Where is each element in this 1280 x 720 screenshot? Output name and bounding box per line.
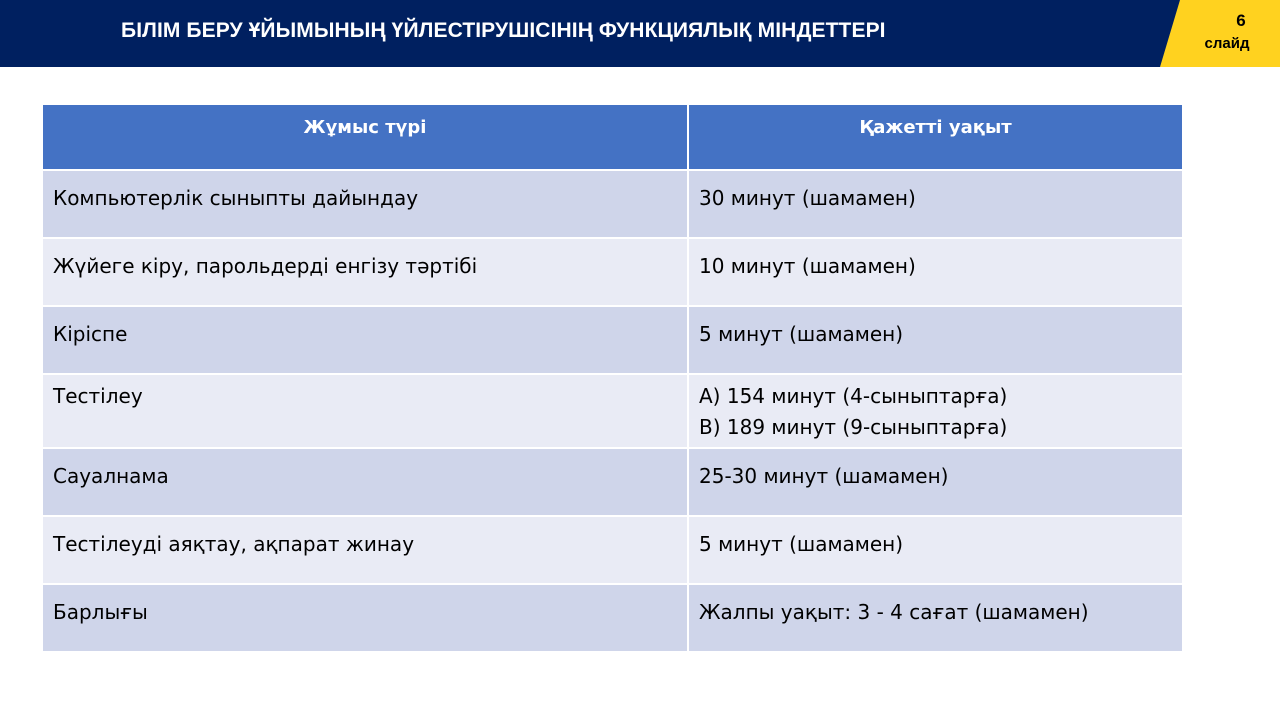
- required-time-cell: [688, 306, 1183, 374]
- table-row: [42, 448, 1183, 516]
- slide-header: [0, 0, 1280, 67]
- slide-label: слайд: [1204, 35, 1250, 52]
- time-line: 25-30 минут (шамамен): [699, 464, 949, 488]
- work-type-cell: Барлығы: [42, 584, 688, 652]
- work-type-cell: Кіріспе: [42, 306, 688, 374]
- required-time-cell: [688, 448, 1183, 516]
- slide-title: БІЛІМ БЕРУ ҰЙЫМЫНЫҢ ҮЙЛЕСТІРУШІСІНІҢ ФУНКЦИЯЛЫҚ МІНДЕТТЕРІ: [121, 19, 886, 42]
- table-row: [42, 584, 1183, 652]
- required-time-cell: [688, 170, 1183, 238]
- table-row: [42, 306, 1183, 374]
- time-line: 10 минут (шамамен): [699, 254, 916, 278]
- time-line: 5 минут (шамамен): [699, 322, 904, 346]
- slide-number-badge: [1160, 0, 1280, 67]
- work-type-cell: Компьютерлік сыныпты дайындау: [42, 170, 688, 238]
- table-row: [42, 170, 1183, 238]
- required-time-cell: [688, 238, 1183, 306]
- table-header-row: [42, 104, 1183, 170]
- table-row: [42, 238, 1183, 306]
- slide-number: 6: [1236, 11, 1246, 30]
- work-type-cell: Тестілеуді аяқтау, ақпарат жинау: [42, 516, 688, 584]
- time-line: Жалпы уақыт: 3 - 4 сағат (шамамен): [699, 600, 1089, 624]
- work-type-cell: Жүйеге кіру, парольдерді енгізу тәртібі: [42, 238, 688, 306]
- table-row: [42, 374, 1183, 448]
- required-time-cell: [688, 374, 1183, 448]
- time-line: В) 189 минут (9-сыныптарға): [699, 415, 1008, 439]
- time-line: 30 минут (шамамен): [699, 186, 916, 210]
- duties-table: [41, 103, 1184, 653]
- work-type-cell: Сауалнама: [42, 448, 688, 516]
- time-line: А) 154 минут (4-сыныптарға): [699, 384, 1008, 408]
- column-header-work-type: Жұмыс түрі: [42, 104, 688, 170]
- column-header-required-time: Қажетті уақыт: [688, 104, 1183, 170]
- time-line: 5 минут (шамамен): [699, 532, 904, 556]
- required-time-cell: [688, 516, 1183, 584]
- work-type-cell: Тестілеу: [42, 374, 688, 448]
- table-row: [42, 516, 1183, 584]
- required-time-cell: [688, 584, 1183, 652]
